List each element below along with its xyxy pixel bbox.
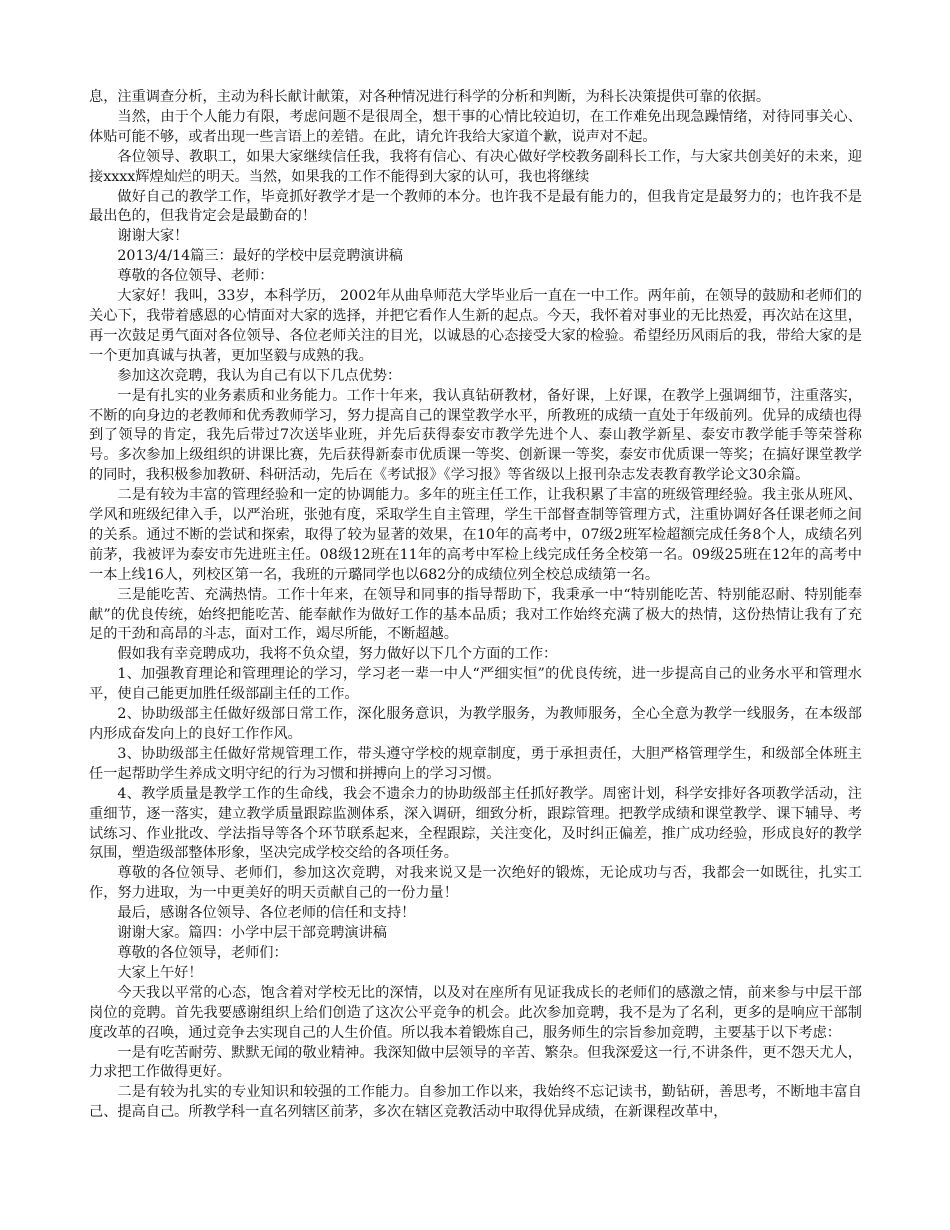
- salutation: 尊敬的各位领导、老师：: [117, 268, 274, 285]
- paragraph: 做好自己的教学工作，毕竟抓好教学才是一个教师的本分。也许我不是最有能力的，但我肯定是最努力的；也许我不是最出色的，但我肯定会是最勤奋的！: [89, 188, 862, 225]
- section-heading: 谢谢大家。篇四：小学中层干部竞聘演讲稿: [117, 925, 387, 942]
- paragraph: 当然，由于个人能力有限，考虑问题不是很周全，想干事的心情比较迫切，在工作难免出现急躁情绪，对待同事关心、体贴可能不够，或者出现一些言语上的差错。在此，请允许我给大家道个歉，说声对不起。: [89, 108, 862, 145]
- paragraph: 息，注重调查分析，主动为科长献计献策，对各种情况进行科学的分析和判断，为科长决策提供可靠的依据。: [89, 89, 771, 105]
- paragraph: 三是能吃苦、充满热情。工作十年来，在领导和同事的指导帮助下，我秉承一中“特别能吃苦、特别能忍耐、特别能奉献”的优良传统，始终把能吃苦、能奉献作为做好工作的基本品质；我对工作始终充满了极大的热情，这份热情让我有了充足的干劲和高昂的斗志，面对工作，竭尽所能，不断超越。: [89, 586, 862, 643]
- paragraph: 今天我以平常的心态，饱含着对学校无比的深情，以及对在座所有见证我成长的老师们的感激之情，前来参与中层干部岗位的竞聘。首先我要感谢组织上给们创造了这次公平竞争的机会。此次参加竞聘，我不是为了名利，更多的是响应干部制度改革的召唤，通过竞争去实现自己的人生价值。所以我本着锻炼自己，服务师生的宗旨参加竞聘，主要基于以下考虑：: [89, 984, 862, 1041]
- list-item: 1、加强教育理论和管理理论的学习，学习老一辈一中人“严细实恒”的优良传统，进一步提高自己的业务水平和管理水平，使自己能更加胜任级部副主任的工作。: [89, 666, 862, 703]
- paragraph: 尊敬的各位领导、老师们，参加这次竞聘，对我来说又是一次绝好的锻炼，无论成功与否，我都会一如既往，扎实工作，努力进取，为一中更美好的明天贡献自己的一份力量！: [89, 865, 862, 902]
- paragraph: 最后，感谢各位领导、各位老师的信任和支持！: [117, 905, 416, 922]
- salutation: 尊敬的各位领导，老师们：: [117, 944, 288, 961]
- paragraph: 大家好！我叫，33岁，本科学历， 2002年从曲阜师范大学毕业后一直在一中工作。两年前，在领导的鼓励和老师们的关心下，我带着感恩的心情面对大家的选择，并把它看作人生新的起点。今天，我怀着对事业的无比热爱，再次站在这里，再一次鼓足勇气面对各位领导、各位老师关注的目光，以诚恳的心态接受大家的检验。希望经历风雨后的我，带给大家的是一个更加真诚与执著，更加坚毅与成熟的我。: [89, 288, 862, 364]
- paragraph: 参加这次竞聘，我认为自己有以下几点优势：: [117, 367, 402, 384]
- list-item: 3、协助级部主任做好常规管理工作，带头遵守学校的规章制度，勇于承担责任，大胆严格管理学生，和级部全体班主任一起帮助学生养成文明守纪的行为习惯和拼搏向上的学习习惯。: [89, 745, 862, 782]
- list-item: 4、教学质量是教学工作的生命线，我会不遗余力的协助级部主任抓好教学。周密计划，科学安排好各项教学活动，注重细节，逐一落实，建立教学质量跟踪监测体系，深入调研，细致分析，跟踪管理。把教学成绩和课堂教学、课下辅导、考试练习、作业批改、学法指导等各个环节联系起来，全程跟踪，关注变化，及时纠正偏差，推广成功经验，形成良好的教学氛围，塑造级部整体形象，坚决完成学校交给的各项任务。: [89, 785, 862, 862]
- paragraph: 谢谢大家！: [117, 228, 189, 245]
- paragraph: 一是有吃苦耐劳、默默无闻的敬业精神。我深知做中层领导的辛苦、繁杂。但我深爱这一行,不讲条件，更不怨天尤人，力求把工作做得更好。: [89, 1044, 862, 1081]
- list-item: 2、协助级部主任做好级部日常工作，深化服务意识，为教学服务，为教师服务，全心全意为教学一线服务，在本级部内形成奋发向上的良好工作作风。: [89, 706, 862, 742]
- paragraph: 假如我有幸竞聘成功，我将不负众望，努力做好以下几个方面的工作：: [117, 646, 558, 663]
- paragraph: 各位领导、教职工，如果大家继续信任我，我将有信心、有决心做好学校教务副科长工作，与大家共创美好的未来，迎接xxxx辉煌灿烂的明天。当然，如果我的工作不能得到大家的认可，我也将继续: [89, 148, 862, 185]
- greeting: 大家上午好！: [117, 964, 203, 981]
- paragraph: 二是有较为扎实的专业知识和较强的工作能力。自参加工作以来，我始终不忘记读书，勤钻研，善思考，不断地丰富自己、提高自己。所教学科一直名列辖区前茅，多次在辖区竞教活动中取得优异成绩，在新课程改革中，: [89, 1084, 862, 1121]
- paragraph: 一是有扎实的业务素质和业务能力。工作十年来，我认真钻研教材，备好课，上好课，在教学上强调细节，注重落实，不断的向身边的老教师和优秀教师学习，努力提高自己的课堂教学水平，所教班的成绩一直处于年级前列。优异的成绩也得到了领导的肯定，我先后带过7次送毕业班，并先后获得泰安市教学先进个人、泰山教学新星、泰安市教学能手等荣誉称号。多次参加上级组织的讲课比赛，先后获得新泰市优质课一等奖、创新课一等奖，泰安市优质课一等奖；在搞好课堂教学的同时，我积极参加教研、科研活动，先后在《考试报》《学习报》等省级以上报刊杂志发表教育教学论文30余篇。: [89, 387, 862, 484]
- paragraph: 二是有较为丰富的管理经验和一定的协调能力。多年的班主任工作，让我积累了丰富的班级管理经验。我主张从班风、学风和班级纪律入手，以严治班，张弛有度，采取学生自主管理，学生干部督查制等管理方式，注重协调好各任课老师之间的关系。通过不断的尝试和探索，取得了较为显著的效果，在10年的高考中，07级2班军检超额完成任务8个人，成绩名列前茅，我被评为泰安市先进班主任。08级12班在11年的高考中军检上线完成任务全校第一名。09级25班在12年的高考中一本上线16人，列校区第一名，我班的亓璐同学也以682分的成绩位列全校总成绩第一名。: [89, 487, 862, 583]
- section-heading: 2013/4/14篇三：最好的学校中层竞聘演讲稿: [117, 248, 403, 265]
